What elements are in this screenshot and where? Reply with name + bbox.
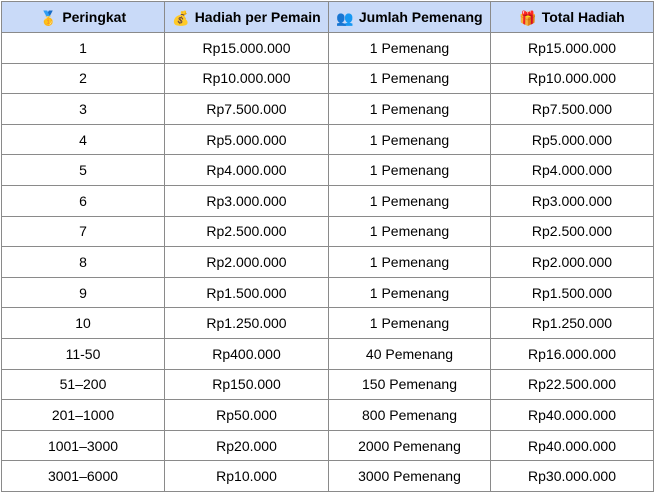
table-row <box>2 338 654 369</box>
prize-per-player-cell: Rp10.000 <box>165 461 329 492</box>
table-row <box>2 124 654 155</box>
prize-table-container <box>1 1 653 494</box>
table-body <box>2 33 654 492</box>
table-row <box>2 94 654 125</box>
prize-per-player-cell: Rp10.000.000 <box>165 63 329 94</box>
money-bag-icon: 💰 <box>172 10 190 26</box>
prize-per-player-cell: Rp5.000.000 <box>165 124 329 155</box>
prize-per-player-cell: Rp20.000 <box>165 430 329 461</box>
winner-count-cell: 1 Pemenang <box>329 277 491 308</box>
total-prize-cell: Rp3.000.000 <box>491 185 654 216</box>
total-prize-cell: Rp22.500.000 <box>491 369 654 400</box>
header-prize-per-player <box>165 2 329 33</box>
rank-cell: 7 <box>2 216 165 247</box>
people-icon: 👥 <box>336 10 354 26</box>
header-rank-label: Peringkat <box>62 9 127 25</box>
total-prize-cell: Rp30.000.000 <box>491 461 654 492</box>
gift-icon: 🎁 <box>519 10 537 26</box>
table-row <box>2 277 654 308</box>
table-row <box>2 155 654 186</box>
header-rank <box>2 2 165 33</box>
table-row <box>2 369 654 400</box>
winner-count-cell: 1 Pemenang <box>329 308 491 339</box>
winner-count-cell: 1 Pemenang <box>329 155 491 186</box>
table-row <box>2 430 654 461</box>
total-prize-cell: Rp16.000.000 <box>491 338 654 369</box>
winner-count-cell: 1 Pemenang <box>329 63 491 94</box>
table-row <box>2 185 654 216</box>
prize-per-player-cell: Rp2.500.000 <box>165 216 329 247</box>
winner-count-cell: 1 Pemenang <box>329 124 491 155</box>
table-row <box>2 247 654 278</box>
header-total-prize <box>491 2 654 33</box>
rank-cell: 201–1000 <box>2 400 165 431</box>
rank-cell: 1 <box>2 33 165 64</box>
prize-per-player-cell: Rp2.000.000 <box>165 247 329 278</box>
header-prize-per-player-label: Hadiah per Pemain <box>194 9 321 25</box>
rank-cell: 3001–6000 <box>2 461 165 492</box>
prize-per-player-cell: Rp4.000.000 <box>165 155 329 186</box>
winner-count-cell: 2000 Pemenang <box>329 430 491 461</box>
rank-cell: 3 <box>2 94 165 125</box>
winner-count-cell: 150 Pemenang <box>329 369 491 400</box>
total-prize-cell: Rp1.500.000 <box>491 277 654 308</box>
winner-count-cell: 1 Pemenang <box>329 216 491 247</box>
rank-cell: 11-50 <box>2 338 165 369</box>
total-prize-cell: Rp40.000.000 <box>491 400 654 431</box>
prize-per-player-cell: Rp1.500.000 <box>165 277 329 308</box>
total-prize-cell: Rp40.000.000 <box>491 430 654 461</box>
rank-cell: 2 <box>2 63 165 94</box>
rank-cell: 1001–3000 <box>2 430 165 461</box>
winner-count-cell: 1 Pemenang <box>329 94 491 125</box>
header-total-prize-label: Total Hadiah <box>541 9 625 25</box>
table-row <box>2 308 654 339</box>
header-winner-count <box>329 2 491 33</box>
total-prize-cell: Rp1.250.000 <box>491 308 654 339</box>
rank-cell: 8 <box>2 247 165 278</box>
total-prize-cell: Rp15.000.000 <box>491 33 654 64</box>
prize-table <box>1 1 654 492</box>
prize-per-player-cell: Rp150.000 <box>165 369 329 400</box>
prize-per-player-cell: Rp50.000 <box>165 400 329 431</box>
table-row <box>2 400 654 431</box>
prize-per-player-cell: Rp15.000.000 <box>165 33 329 64</box>
winner-count-cell: 40 Pemenang <box>329 338 491 369</box>
prize-per-player-cell: Rp3.000.000 <box>165 185 329 216</box>
winner-count-cell: 1 Pemenang <box>329 33 491 64</box>
winner-count-cell: 800 Pemenang <box>329 400 491 431</box>
rank-cell: 51–200 <box>2 369 165 400</box>
total-prize-cell: Rp7.500.000 <box>491 94 654 125</box>
table-row <box>2 33 654 64</box>
winner-count-cell: 1 Pemenang <box>329 247 491 278</box>
winner-count-cell: 1 Pemenang <box>329 185 491 216</box>
prize-per-player-cell: Rp7.500.000 <box>165 94 329 125</box>
rank-cell: 4 <box>2 124 165 155</box>
header-winner-count-label: Jumlah Pemenang <box>358 9 483 25</box>
winner-count-cell: 3000 Pemenang <box>329 461 491 492</box>
total-prize-cell: Rp4.000.000 <box>491 155 654 186</box>
total-prize-cell: Rp5.000.000 <box>491 124 654 155</box>
table-row <box>2 63 654 94</box>
prize-per-player-cell: Rp400.000 <box>165 338 329 369</box>
total-prize-cell: Rp10.000.000 <box>491 63 654 94</box>
prize-per-player-cell: Rp1.250.000 <box>165 308 329 339</box>
rank-cell: 5 <box>2 155 165 186</box>
medal-icon: 🥇 <box>39 10 58 26</box>
header-row <box>2 2 654 33</box>
table-row <box>2 216 654 247</box>
table-row <box>2 461 654 492</box>
rank-cell: 6 <box>2 185 165 216</box>
table-header <box>2 2 654 33</box>
rank-cell: 10 <box>2 308 165 339</box>
rank-cell: 9 <box>2 277 165 308</box>
total-prize-cell: Rp2.000.000 <box>491 247 654 278</box>
total-prize-cell: Rp2.500.000 <box>491 216 654 247</box>
